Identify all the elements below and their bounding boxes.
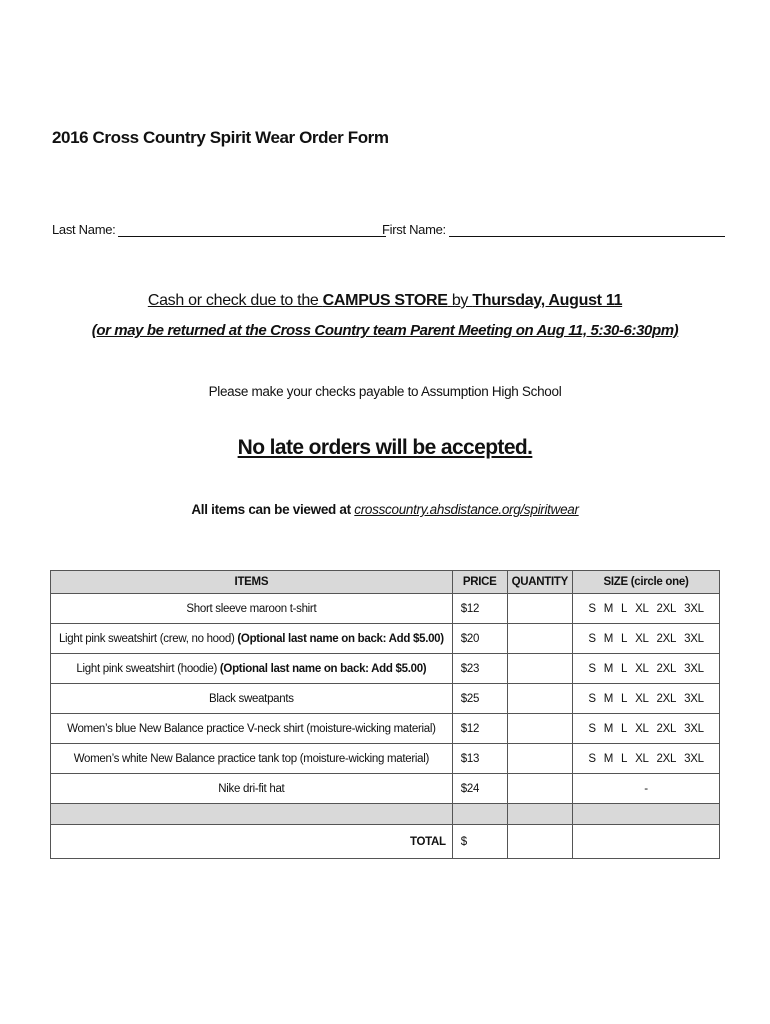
total-label: TOTAL	[51, 825, 453, 859]
price-cell: $25	[452, 684, 507, 714]
quantity-cell[interactable]	[507, 714, 572, 744]
due-mid: by	[447, 292, 473, 309]
first-name-field[interactable]	[382, 222, 725, 237]
total-amount[interactable]: $	[452, 825, 507, 859]
item-cell	[51, 624, 453, 654]
quantity-cell[interactable]	[507, 594, 572, 624]
item-cell	[51, 654, 453, 684]
size-cell[interactable]	[573, 684, 720, 714]
due-date: Thursday, August 11	[472, 292, 623, 309]
blank-cell	[51, 804, 453, 825]
table-row	[51, 624, 720, 654]
size-option-m[interactable]: M	[603, 602, 613, 615]
size-option-2xl[interactable]: 2XL	[656, 722, 677, 735]
size-option-2xl[interactable]: 2XL	[656, 662, 677, 675]
size-option-3xl[interactable]: 3XL	[684, 752, 704, 765]
size-option-m[interactable]: M	[603, 752, 613, 765]
size-cell[interactable]	[573, 774, 720, 804]
size-option-2xl[interactable]: 2XL	[656, 602, 677, 615]
item-name: Nike dri-fit hat	[218, 782, 285, 795]
size-option-2xl[interactable]: 2XL	[656, 632, 677, 645]
due-prefix: Cash or check due to the	[147, 292, 323, 309]
size-option-s[interactable]: S	[588, 692, 596, 705]
return-alternative-line: (or may be returned at the Cross Country team Parent Meeting on Aug 11, 5:30-6:30pm)	[91, 322, 679, 339]
quantity-cell[interactable]	[507, 774, 572, 804]
size-option-3xl[interactable]: 3XL	[684, 602, 704, 615]
item-name: Women’s white New Balance practice tank top (moisture-wicking material)	[73, 752, 430, 765]
size-option-xl[interactable]: XL	[635, 752, 649, 765]
last-name-field[interactable]	[52, 222, 386, 237]
size-cell[interactable]	[573, 624, 720, 654]
first-name-label: First Name:	[382, 222, 446, 237]
table-row	[51, 714, 720, 744]
size-option-s[interactable]: S	[588, 632, 596, 645]
size-option-xl[interactable]: XL	[635, 692, 649, 705]
header-size: SIZE (circle one)	[573, 571, 720, 594]
size-cell[interactable]	[573, 594, 720, 624]
view-items-line	[0, 502, 770, 517]
total-row	[51, 825, 720, 859]
item-name: Short sleeve maroon t-shirt	[186, 602, 317, 615]
size-option-l[interactable]: L	[620, 752, 628, 765]
late-orders-notice: No late orders will be accepted.	[237, 436, 533, 459]
payment-due-line	[0, 292, 770, 310]
size-option-m[interactable]: M	[603, 692, 613, 705]
size-option-2xl[interactable]: 2XL	[656, 692, 677, 705]
size-option-3xl[interactable]: 3XL	[684, 722, 704, 735]
item-name: Light pink sweatshirt (hoodie)	[76, 662, 220, 675]
table-row	[51, 684, 720, 714]
header-items: ITEMS	[51, 571, 453, 594]
item-cell	[51, 774, 453, 804]
size-option-l[interactable]: L	[620, 722, 628, 735]
size-option-l[interactable]: L	[620, 692, 628, 705]
size-option-s[interactable]: S	[588, 752, 596, 765]
size-option-xl[interactable]: XL	[635, 602, 649, 615]
item-option: (Optional last name on back: Add $5.00)	[219, 662, 427, 675]
size-option-l[interactable]: L	[620, 662, 628, 675]
item-name: Women’s blue New Balance practice V-neck shirt (moisture-wicking material)	[67, 722, 436, 735]
price-cell: $13	[452, 744, 507, 774]
item-name: Black sweatpants	[209, 692, 294, 705]
item-cell	[51, 744, 453, 774]
order-table	[50, 570, 720, 859]
table-row	[51, 654, 720, 684]
size-option-3xl[interactable]: 3XL	[684, 632, 704, 645]
item-cell	[51, 684, 453, 714]
due-store: CAMPUS STORE	[322, 292, 448, 309]
price-cell: $12	[452, 714, 507, 744]
checks-payable-line: Please make your checks payable to Assumption High School	[208, 384, 562, 399]
table-row	[51, 594, 720, 624]
quantity-cell[interactable]	[507, 624, 572, 654]
table-header-row	[51, 571, 720, 594]
item-cell	[51, 714, 453, 744]
size-cell[interactable]	[573, 714, 720, 744]
blank-cell	[452, 804, 507, 825]
price-cell: $20	[452, 624, 507, 654]
spiritwear-link[interactable]: crosscountry.ahsdistance.org/spiritwear	[354, 502, 579, 517]
price-cell: $24	[452, 774, 507, 804]
size-option-m[interactable]: M	[603, 722, 613, 735]
quantity-cell[interactable]	[507, 744, 572, 774]
size-option-s[interactable]: S	[588, 722, 596, 735]
last-name-label: Last Name:	[52, 222, 116, 237]
price-cell: $23	[452, 654, 507, 684]
table-row	[51, 744, 720, 774]
size-option-3xl[interactable]: 3XL	[684, 662, 704, 675]
size-option-xl[interactable]: XL	[635, 662, 649, 675]
price-cell: $12	[452, 594, 507, 624]
size-option-m[interactable]: M	[603, 662, 613, 675]
blank-cell	[507, 804, 572, 825]
quantity-cell[interactable]	[507, 684, 572, 714]
blank-row	[51, 804, 720, 825]
last-name-line[interactable]	[118, 222, 386, 237]
size-option-s[interactable]: S	[588, 602, 596, 615]
size-option-m[interactable]: M	[603, 632, 613, 645]
header-price: PRICE	[452, 571, 507, 594]
table-row	[51, 774, 720, 804]
size-option-s[interactable]: S	[588, 662, 596, 675]
size-option-xl[interactable]: XL	[635, 632, 649, 645]
quantity-cell[interactable]	[507, 654, 572, 684]
size-option-2xl[interactable]: 2XL	[656, 752, 677, 765]
item-name: Light pink sweatshirt (crew, no hood)	[58, 632, 238, 645]
size-cell[interactable]	[573, 744, 720, 774]
size-option-l[interactable]: L	[620, 602, 628, 615]
size-cell[interactable]	[573, 654, 720, 684]
order-body	[51, 594, 720, 859]
total-size-cell	[573, 825, 720, 859]
total-quantity-cell	[507, 825, 572, 859]
view-items-label: All items can be viewed at	[191, 502, 355, 517]
item-option: (Optional last name on back: Add $5.00)	[237, 632, 444, 645]
item-cell	[51, 594, 453, 624]
blank-cell	[573, 804, 720, 825]
form-title: 2016 Cross Country Spirit Wear Order Form	[52, 128, 389, 147]
header-quantity: QUANTITY	[507, 571, 572, 594]
size-option-l[interactable]: L	[620, 632, 628, 645]
size-option-xl[interactable]: XL	[635, 722, 649, 735]
size-option-3xl[interactable]: 3XL	[684, 692, 704, 705]
first-name-line[interactable]	[449, 222, 725, 237]
size-none: -	[644, 782, 648, 795]
